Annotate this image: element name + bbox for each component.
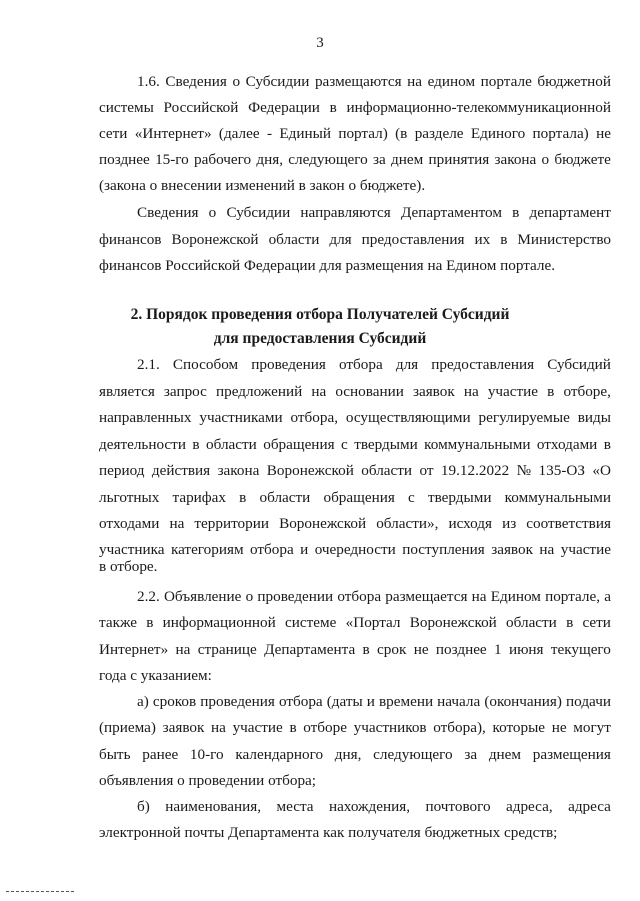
word: дня,	[256, 151, 284, 168]
word: с	[341, 436, 348, 453]
paragraph-line	[137, 587, 611, 606]
paragraph-line	[99, 98, 611, 117]
paragraph-line	[99, 640, 611, 659]
word: поступления	[402, 541, 485, 558]
word: в	[566, 614, 574, 631]
word: разделе	[414, 125, 464, 142]
list-item-line	[137, 692, 611, 711]
word: коммунальными	[424, 436, 531, 453]
word: за	[372, 151, 386, 168]
word: в	[500, 231, 508, 248]
word: Едином	[490, 588, 541, 605]
word: регулируемые	[478, 409, 570, 426]
word: для	[395, 356, 419, 373]
word: б)	[137, 798, 150, 815]
word: отбора	[337, 588, 382, 605]
word: в	[192, 436, 200, 453]
word: Единый	[279, 125, 331, 142]
list-item-line: электронной почты Департамента как получателя бюджетных средств;	[99, 824, 558, 841]
word: о	[232, 73, 241, 90]
paragraph-line	[99, 230, 611, 249]
word: отборе	[303, 719, 347, 736]
word: от	[419, 462, 434, 479]
word: области	[259, 489, 311, 506]
word: календарного	[235, 746, 324, 763]
word: области	[361, 462, 413, 479]
list-item-line: объявления о проведении отбора;	[99, 772, 316, 789]
word: сети	[99, 125, 128, 142]
word: 15-го	[155, 151, 189, 168]
word: (далее	[218, 125, 260, 142]
paragraph-line: года с указанием:	[99, 667, 212, 684]
word: места	[276, 798, 314, 815]
word: также	[99, 614, 137, 631]
word: рабочего	[194, 151, 252, 168]
paragraph-line	[137, 72, 611, 91]
word: адреса	[568, 798, 611, 815]
word: портал)	[338, 125, 388, 142]
word: Министерство	[517, 231, 611, 248]
word: подачи	[566, 693, 611, 710]
word: наименования,	[165, 798, 262, 815]
word: Сведения	[137, 204, 199, 221]
word: запрос	[163, 383, 207, 400]
word: времени	[378, 693, 434, 710]
word: отбора	[278, 693, 323, 710]
word: предоставления	[431, 356, 535, 373]
word: участие	[560, 541, 611, 558]
word: Субсидий	[547, 356, 611, 373]
word: Воронежской	[171, 231, 259, 248]
word: Воронежской	[266, 462, 354, 479]
word: территории	[194, 515, 269, 532]
word: почтового	[425, 798, 491, 815]
word: проведении	[257, 588, 334, 605]
word: (в	[395, 125, 408, 142]
list-item-line	[99, 745, 611, 764]
word: области	[206, 436, 257, 453]
word: информационно-телекоммуникационной	[346, 99, 611, 116]
word: принятия	[428, 151, 490, 168]
word: которые	[492, 719, 546, 736]
word: категориям	[170, 541, 244, 558]
word: в	[362, 641, 370, 658]
word: Российской	[163, 99, 239, 116]
word: отбора),	[433, 719, 486, 736]
word: о	[208, 204, 217, 221]
word: проведения	[200, 693, 275, 710]
word: предоставления	[361, 231, 465, 248]
word: и	[300, 541, 309, 558]
word: заявок	[412, 383, 455, 400]
word: о	[541, 151, 550, 168]
word: (приема)	[99, 719, 156, 736]
word: днем	[391, 151, 424, 168]
word: Департаментом	[400, 204, 502, 221]
paragraph-line	[99, 382, 611, 401]
paragraph-line: финансов Российской Федерации для размещения на Едином портале.	[99, 257, 556, 274]
word: нахождения,	[328, 798, 411, 815]
word: (даты	[326, 693, 363, 710]
word: области	[506, 614, 557, 631]
word: их	[474, 231, 491, 248]
paragraph-line: (закона о внесении изменений в закон о бюджете).	[99, 177, 426, 194]
word: днем	[488, 746, 522, 763]
word: быть	[99, 746, 131, 763]
word: 135-ОЗ	[538, 462, 585, 479]
word: июня	[508, 641, 544, 658]
word: в	[239, 489, 247, 506]
word: позднее	[99, 151, 150, 168]
footer-rule	[6, 891, 74, 892]
word: Объявление	[163, 588, 242, 605]
word: области»,	[376, 515, 439, 532]
word: льготных	[99, 489, 160, 506]
word: начала	[437, 693, 481, 710]
word: сроков	[152, 693, 197, 710]
word: адреса,	[506, 798, 553, 815]
word: исходя	[448, 515, 492, 532]
word: едином	[427, 73, 476, 90]
word: в	[146, 614, 154, 631]
word: виды	[577, 409, 611, 426]
word: 10-го	[189, 746, 224, 763]
word: на	[311, 383, 327, 400]
word: не	[596, 125, 611, 142]
paragraph-line	[99, 613, 611, 632]
word: твердыми	[354, 436, 418, 453]
word: отходами	[99, 515, 160, 532]
word: отходами	[536, 436, 598, 453]
word: текущего	[550, 641, 611, 658]
word: размещается	[385, 588, 468, 605]
word: могут	[573, 719, 611, 736]
paragraph-line	[99, 488, 611, 507]
word: позднее	[435, 641, 487, 658]
paragraph-line	[99, 408, 611, 427]
word: предложений	[216, 383, 303, 400]
word: не	[413, 641, 429, 658]
word: размещаются	[314, 73, 402, 90]
word: участие	[232, 719, 283, 736]
word: 19.12.2022	[440, 462, 510, 479]
word: очередности	[314, 541, 396, 558]
word: закона	[217, 462, 260, 479]
section-heading: для предоставления Субсидий	[213, 330, 427, 347]
word: обращения	[323, 489, 395, 506]
word: в	[512, 204, 520, 221]
word: срок	[377, 641, 407, 658]
word: «Интернет»	[134, 125, 212, 142]
word: период	[99, 462, 145, 479]
word: заявок	[491, 541, 533, 558]
word: портале	[480, 73, 532, 90]
word: отборе,	[563, 383, 611, 400]
word: Воронежской	[409, 614, 497, 631]
word: Единого	[470, 125, 526, 142]
word: твердыми	[427, 489, 492, 506]
page-number: 3	[316, 35, 324, 51]
word: (окончания)	[484, 693, 562, 710]
word: обращения	[263, 436, 335, 453]
word: соответствия	[526, 515, 611, 532]
word: 1.6.	[137, 73, 160, 90]
word: портале,	[545, 588, 601, 605]
word: в	[329, 99, 337, 116]
word: системе	[285, 614, 337, 631]
word: на	[463, 383, 479, 400]
word: на	[407, 73, 423, 90]
word: 2.1.	[137, 356, 160, 373]
word: Способом	[172, 356, 239, 373]
word: портала)	[532, 125, 589, 142]
paragraph-line	[99, 150, 611, 169]
word: на	[471, 588, 487, 605]
word: и	[366, 693, 375, 710]
paragraph-line	[137, 355, 611, 374]
word: департамент	[529, 204, 611, 221]
word: участника	[99, 541, 165, 558]
word: размещения	[532, 746, 611, 763]
list-item-line	[137, 797, 611, 816]
word: «О	[592, 462, 611, 479]
word: отбора	[250, 541, 294, 558]
word: является	[99, 383, 155, 400]
word: на	[211, 719, 226, 736]
word: основании	[335, 383, 404, 400]
word: в	[603, 436, 611, 453]
word: Федерации	[248, 99, 320, 116]
word: Субсидии	[226, 204, 291, 221]
paragraph-line	[99, 124, 611, 143]
word: коммунальными	[504, 489, 611, 506]
word: -	[266, 125, 273, 142]
word: области	[268, 231, 320, 248]
paragraph-line	[99, 435, 611, 454]
word: о	[245, 588, 254, 605]
word: отбора	[339, 356, 383, 373]
word: закона	[494, 151, 537, 168]
word: на	[169, 515, 185, 532]
word: ранее	[142, 746, 179, 763]
word: информационной	[162, 614, 276, 631]
word: с	[408, 489, 415, 506]
word: бюджете	[554, 151, 611, 168]
word: отбора,	[290, 409, 338, 426]
word: участниками	[199, 409, 283, 426]
word: действия	[151, 462, 211, 479]
word: направленных	[99, 409, 192, 426]
word: участников	[353, 719, 427, 736]
word: осуществляющими	[345, 409, 471, 426]
word: из	[502, 515, 517, 532]
word: в	[547, 383, 555, 400]
word: деятельности	[99, 436, 186, 453]
word: Воронежской	[279, 515, 367, 532]
word: заявок	[162, 719, 205, 736]
word: для	[329, 231, 352, 248]
word: странице	[197, 641, 257, 658]
list-item-line	[99, 718, 611, 737]
word: в	[289, 719, 297, 736]
word: Субсидии	[245, 73, 310, 90]
word: не	[551, 719, 567, 736]
word: сети	[582, 614, 611, 631]
word: на	[175, 641, 191, 658]
word: Департамента	[264, 641, 356, 658]
word: дня,	[334, 746, 362, 763]
word: проведения	[251, 356, 326, 373]
word: финансов	[99, 231, 162, 248]
section-heading: 2. Порядок проведения отбора Получателей Субсидий	[130, 306, 510, 323]
paragraph-line	[137, 203, 611, 222]
word: а	[604, 588, 611, 605]
word: «Портал	[345, 614, 401, 631]
word: на	[539, 541, 555, 558]
word: Сведения	[165, 73, 227, 90]
word: следующего	[288, 151, 368, 168]
word: следующего	[373, 746, 453, 763]
paragraph-line	[99, 514, 611, 533]
word: бюджетной	[537, 73, 611, 90]
word: участие	[487, 383, 539, 400]
word: 1	[494, 641, 502, 658]
word: системы	[99, 99, 154, 116]
word: Интернет»	[99, 641, 169, 658]
paragraph-line	[99, 540, 611, 559]
word: а)	[137, 693, 149, 710]
word: 2.2.	[137, 588, 160, 605]
word: тарифах	[172, 489, 226, 506]
word: направляются	[300, 204, 391, 221]
word: за	[464, 746, 478, 763]
word: №	[516, 462, 532, 479]
paragraph-line	[99, 461, 611, 480]
paragraph-line: в отборе.	[99, 558, 158, 575]
